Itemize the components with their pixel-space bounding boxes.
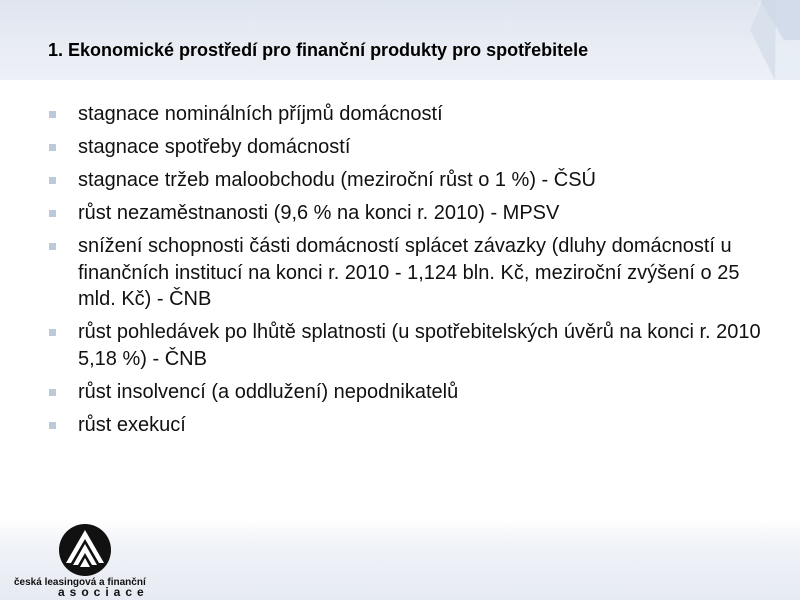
bullet-text: růst pohledávek po lhůtě splatnosti (u spotřebitelských úvěrů na konci r. 2010 5,18 %) - ČNB xyxy=(78,321,761,370)
bullet-marker xyxy=(49,144,56,151)
bullet-marker xyxy=(49,389,56,396)
association-logo-icon xyxy=(52,523,118,577)
logo-text-line2: asociace xyxy=(58,585,149,599)
bullet-text: stagnace tržeb maloobchodu (meziroční růst o 1 %) - ČSÚ xyxy=(78,169,596,191)
bullet-text: snížení schopnosti části domácností splácet závazky (dluhy domácností u finančních institucí na konci r. 2010 - 1,124 bln. Kč, meziroční zvýšení o 25 mld. Kč) - ČNB xyxy=(78,235,740,310)
bullet-marker xyxy=(49,177,56,184)
bullet-marker xyxy=(49,243,56,250)
list-item xyxy=(46,233,766,313)
header-decoration-graphic xyxy=(720,0,800,80)
logo-text-line1: česká leasingová a finanční xyxy=(14,577,146,588)
bullet-marker xyxy=(49,210,56,217)
bullet-marker xyxy=(49,422,56,429)
list-item xyxy=(46,412,766,439)
list-item xyxy=(46,379,766,406)
list-item xyxy=(46,319,766,372)
bullet-text: růst nezaměstnanosti (9,6 % na konci r. 2010) - MPSV xyxy=(78,202,560,224)
list-item xyxy=(46,134,766,161)
bullet-marker xyxy=(49,329,56,336)
slide-title: 1. Ekonomické prostředí pro finanční produkty pro spotřebitele xyxy=(48,40,589,60)
list-item xyxy=(46,200,766,227)
bullet-text: růst exekucí xyxy=(78,413,186,436)
header-band xyxy=(0,0,800,80)
list-item xyxy=(46,167,766,194)
bullet-text: stagnace nominálních příjmů domácností xyxy=(78,103,443,125)
bullet-marker xyxy=(49,111,56,118)
bullet-list xyxy=(46,101,766,445)
bullet-text: stagnace spotřeby domácností xyxy=(78,136,351,158)
list-item xyxy=(46,101,766,128)
bullet-text: růst insolvencí (a oddlužení) nepodnikatelů xyxy=(78,380,459,403)
